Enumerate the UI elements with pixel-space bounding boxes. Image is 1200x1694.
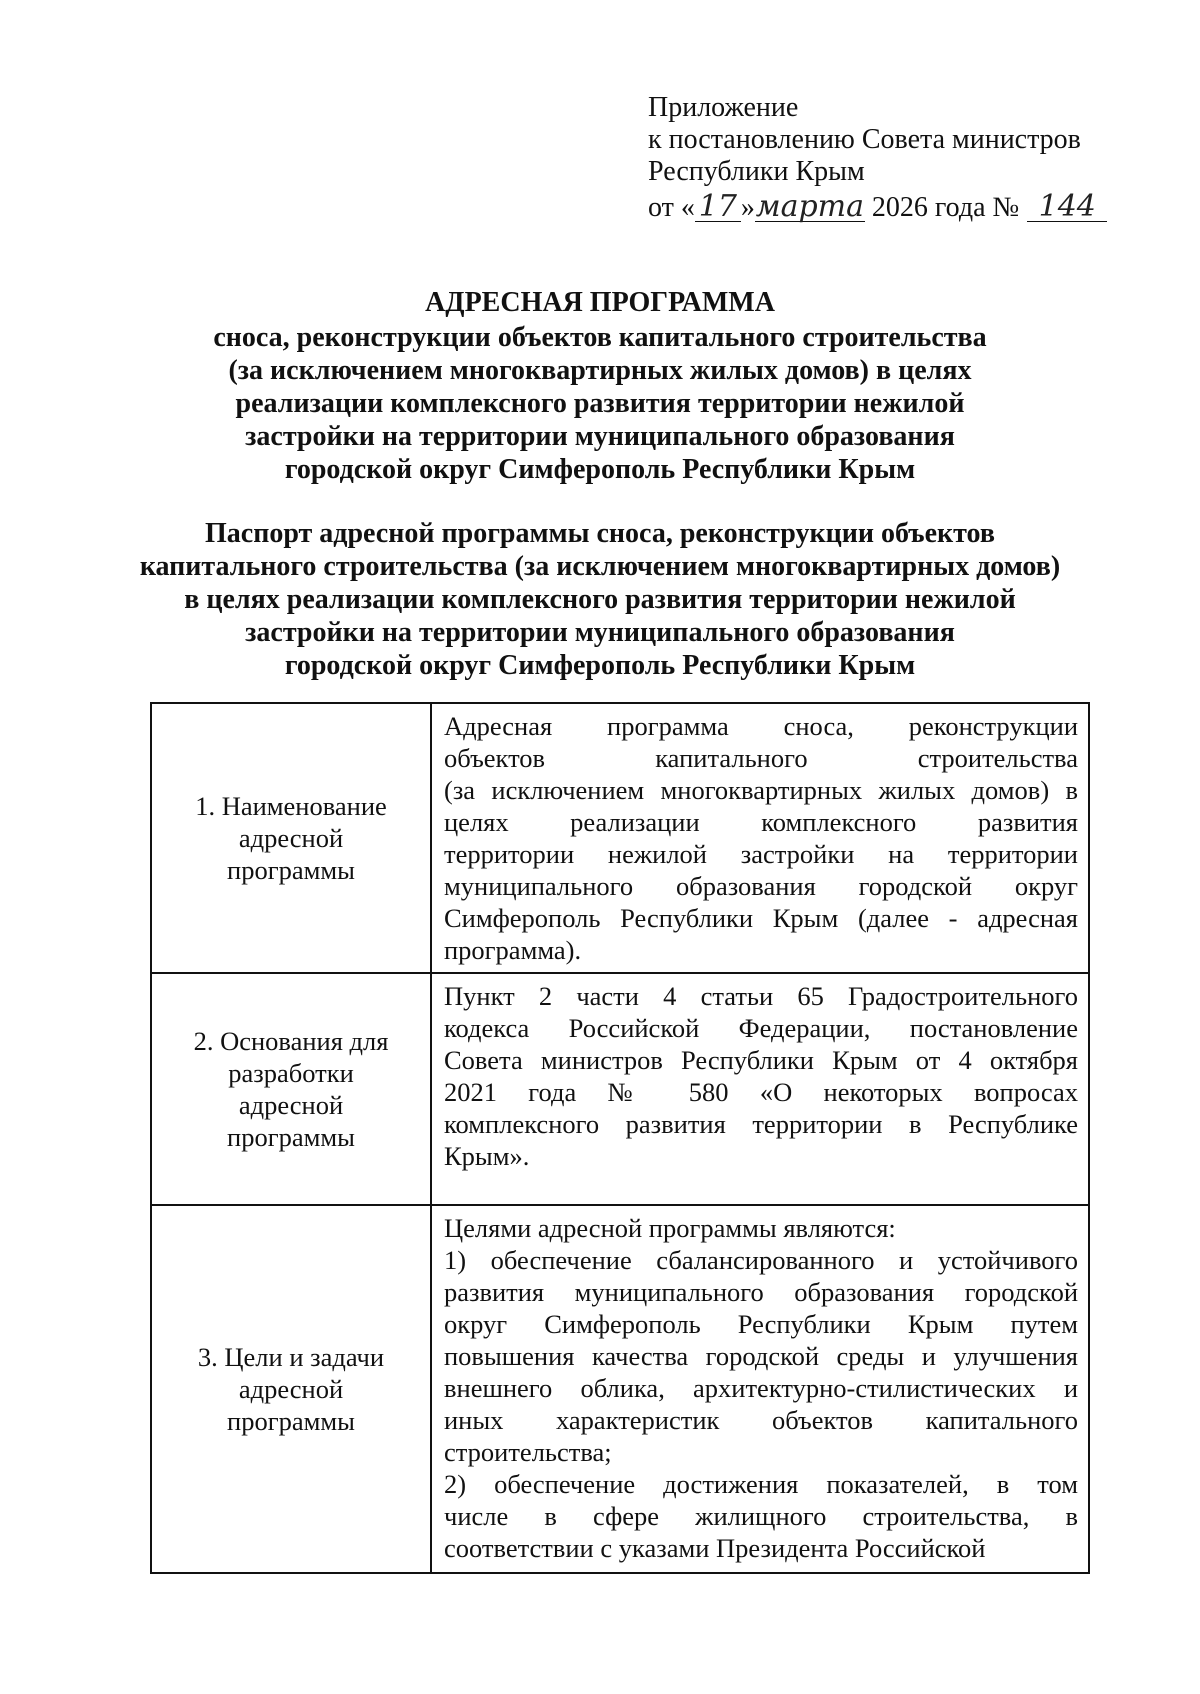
row-text-line: целях реализации комплексного развития (444, 807, 1078, 837)
date-quote-close: » (740, 192, 755, 223)
row-text-line: 2021 года № 580 «О некоторых вопросах (444, 1077, 1078, 1107)
row-label: 1. Наименование (195, 791, 387, 821)
program-title-line: реализации комплексного развития территории нежилой (235, 388, 965, 419)
passport-title-line: в целях реализации комплексного развития территории нежилой (184, 584, 1016, 615)
date-year-text: 2026 года № (871, 192, 1020, 223)
row-text-line: строительства; (444, 1437, 612, 1467)
row-text-line: (за исключением многоквартирных жилых домов) в (444, 775, 1078, 805)
handwritten-number: 144 (1027, 193, 1107, 222)
row-label: программы (227, 855, 355, 885)
row-text-line: иных характеристик объектов капитального (444, 1405, 1078, 1435)
row-label: адресной (238, 823, 344, 853)
row-text-line: соответствии с указами Президента Российской (444, 1533, 986, 1563)
passport-title-line: Паспорт адресной программы сноса, реконструкции объектов (205, 518, 995, 549)
appendix-header (648, 92, 1107, 224)
program-title-line: сноса, реконструкции объектов капитального строительства (213, 322, 987, 353)
row-text-line: комплексного развития территории в Республике (444, 1109, 1078, 1139)
row-text-line: объектов капитального строительства (444, 743, 1078, 773)
program-title-block (0, 286, 1200, 486)
row-label: 2. Основания для (193, 1026, 389, 1056)
row-label: программы (227, 1406, 355, 1436)
row-label: 3. Цели и задачи (197, 1342, 385, 1372)
passport-table (150, 702, 1090, 1574)
handwritten-month: марта (755, 189, 865, 224)
appendix-date-line (648, 189, 1107, 224)
appendix-republic: Республики Крым (648, 156, 865, 187)
row-text-line: повышения качества городской среды и улучшения (444, 1341, 1078, 1371)
handwritten-day: 17 (695, 193, 741, 222)
row-text-cell (431, 973, 1089, 1205)
row-text-line: муниципального образования городской округ (444, 871, 1078, 901)
row-text-line: внешнего облика, архитектурно-стилистических и (444, 1373, 1078, 1403)
row-text-line: 2) обеспечение достижения показателей, в том (444, 1469, 1078, 1499)
row-text-line: округ Симферополь Республики Крым путем (444, 1309, 1078, 1339)
row-text-line: Пункт 2 части 4 статьи 65 Градостроительного (444, 981, 1078, 1011)
appendix-label: Приложение (648, 92, 799, 123)
row-label-cell (151, 1205, 431, 1573)
row-text-line: числе в сфере жилищного строительства, в (444, 1501, 1078, 1531)
row-label: программы (227, 1122, 355, 1152)
program-title-line: застройки на территории муниципального образования (245, 421, 955, 452)
program-title-line: городской округ Симферополь Республики Крым (284, 454, 916, 485)
passport-title-line: капитального строительства (за исключением многоквартирных домов) (139, 551, 1061, 582)
row-text-line: Целями адресной программы являются: (444, 1213, 896, 1243)
row-text-line: развития муниципального образования городской (444, 1277, 1078, 1307)
row-label: адресной (238, 1090, 344, 1120)
table-row (151, 973, 1089, 1205)
row-label-cell (151, 703, 431, 973)
row-label-cell (151, 973, 431, 1205)
passport-title-block (0, 517, 1200, 682)
row-text-line: Крым». (444, 1141, 530, 1171)
row-text-line: Адресная программа сноса, реконструкции (444, 711, 1078, 741)
row-text-cell (431, 703, 1089, 973)
table-row (151, 1205, 1089, 1573)
table-row (151, 703, 1089, 973)
row-label: разработки (228, 1058, 354, 1088)
program-title-line: (за исключением многоквартирных жилых домов) в целях (228, 355, 972, 386)
row-text-cell (431, 1205, 1089, 1573)
row-text-line: 1) обеспечение сбалансированного и устойчивого (444, 1245, 1078, 1275)
row-text-line: территории нежилой застройки на территории (444, 839, 1078, 869)
passport-title-line: городской округ Симферополь Республики Крым (284, 650, 916, 681)
row-text-line: Симферополь Республики Крым (далее - адресная (444, 903, 1078, 933)
row-label: адресной (238, 1374, 344, 1404)
row-text-line: программа). (444, 935, 582, 965)
row-text-line: кодекса Российской Федерации, постановление (444, 1013, 1078, 1043)
row-text-line: Совета министров Республики Крым от 4 октября (444, 1045, 1078, 1075)
appendix-resolution: к постановлению Совета министров (648, 124, 1081, 155)
passport-title-line: застройки на территории муниципального образования (245, 617, 955, 648)
program-heading: АДРЕСНАЯ ПРОГРАММА (425, 287, 775, 318)
date-prefix: от « (648, 192, 695, 223)
